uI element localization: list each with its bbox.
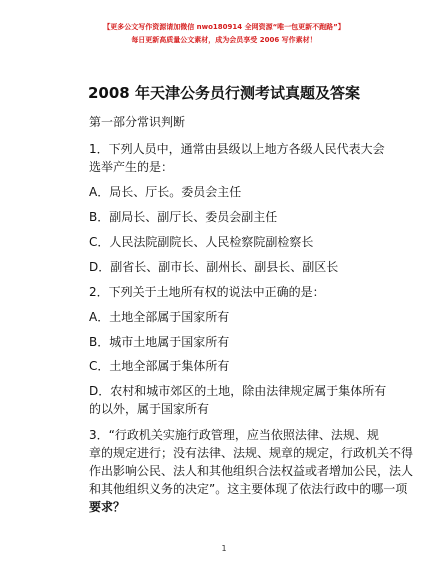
question-1-line-2: 选举产生的是： xyxy=(89,160,174,174)
question-1-option-a: A．局长、厅长。委员会主任 xyxy=(89,185,242,199)
question-1-line-1: 1．下列人员中，通常由县级以上地方各级人民代表大会 xyxy=(89,142,385,156)
question-2: 2．下列关于土地所有权的说法中正确的是： xyxy=(89,285,325,299)
section-heading: 第一部分常识判断 xyxy=(89,115,186,129)
question-2-option-d-line-1: D．农村和城市郊区的土地，除由法律规定属于集体所有 xyxy=(89,384,387,398)
question-1-option-c: C．人民法院副院长、人民检察院副检察长 xyxy=(89,235,314,249)
question-3-line-5: 要求？ xyxy=(89,500,126,514)
page-number: 1 xyxy=(221,544,227,553)
question-3-line-3: 作出影响公民、法人和其他组织合法权益或者增加公民，法人 xyxy=(89,464,414,478)
document-title: 2008 年天津公务员行测考试真题及答案 xyxy=(88,84,360,102)
banner-line-2: 每日更新高质量公文素材，成为会员享受 2006 写作素材！ xyxy=(131,36,317,44)
question-2-option-a: A．土地全部属于国家所有 xyxy=(89,310,230,324)
question-3-line-4: 和其他组织义务的决定”。这主要体现了依法行政中的哪一项 xyxy=(89,482,408,496)
question-3-line-1: 3．“行政机关实施行政管理，应当依照法律、法规、规 xyxy=(89,428,379,442)
question-2-option-b: B．城市土地属于国家所有 xyxy=(89,335,230,349)
question-2-option-c: C．土地全部属于集体所有 xyxy=(89,359,230,373)
promo-banner xyxy=(0,22,448,45)
question-1-option-d: D．副省长、副市长、副州长、副县长、副区长 xyxy=(89,260,339,274)
banner-line-1: 【更多公文写作资源请加微信 nwo180914 全网资源“唯一包更新不跑路”】 xyxy=(103,23,345,31)
question-1-option-b: B．副局长、副厅长、委员会副主任 xyxy=(89,210,278,224)
question-3-line-2: 章的规定进行；没有法律、法规、规章的规定，行政机关不得 xyxy=(89,446,414,460)
question-2-option-d-line-2: 的以外，属于国家所有 xyxy=(89,402,210,416)
